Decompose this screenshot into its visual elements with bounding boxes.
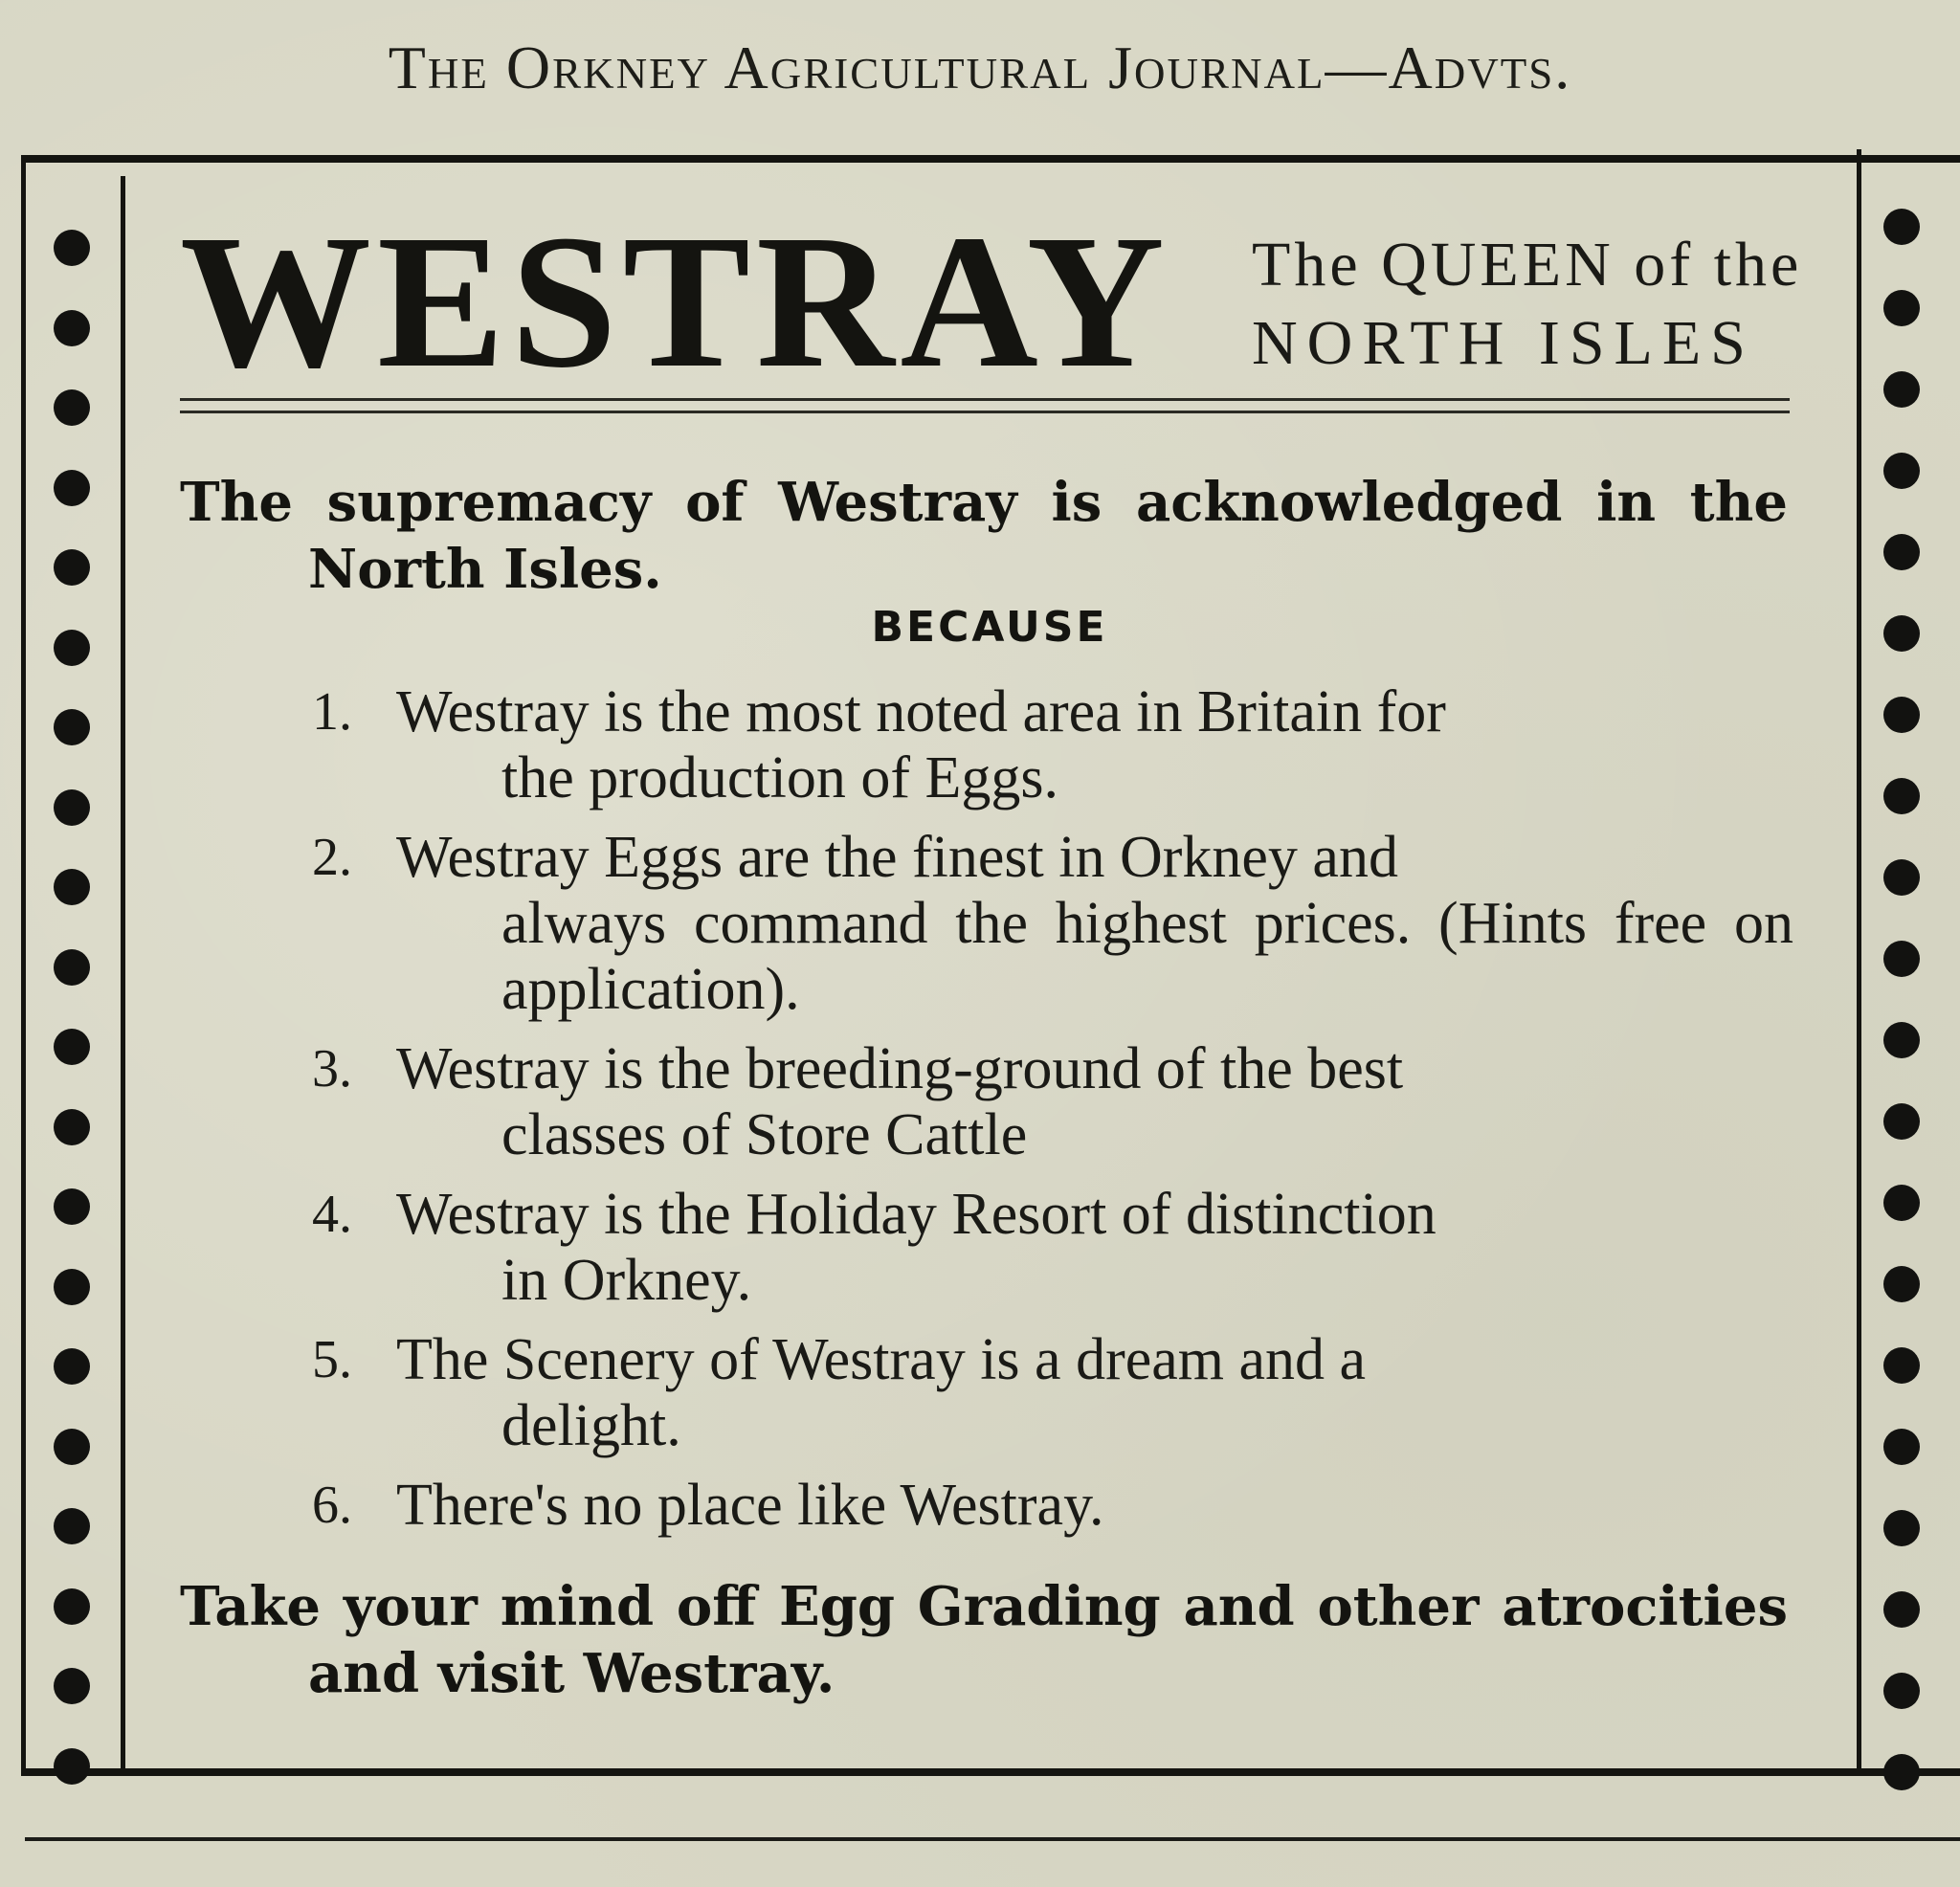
border-dot	[54, 709, 90, 745]
border-dot	[1883, 1591, 1920, 1628]
reason-first-line: Westray Eggs are the finest in Orkney and	[396, 825, 1398, 890]
border-dot	[54, 949, 90, 986]
border-dot	[54, 389, 90, 426]
reason-continuation: classes of Store Cattle	[501, 1102, 1028, 1167]
frame-right-inner-line	[1857, 149, 1861, 1768]
border-dot	[1883, 1510, 1920, 1546]
masthead-double-rule	[180, 398, 1790, 413]
border-dot	[54, 789, 90, 826]
reason-continuation: always command the highest prices. (Hints free on application).	[501, 891, 1793, 1022]
border-dot	[1883, 1429, 1920, 1465]
border-dot	[54, 1588, 90, 1625]
border-dot	[1883, 1754, 1920, 1790]
border-dot	[54, 630, 90, 666]
reason-number: 6.	[312, 1476, 352, 1535]
border-dot	[54, 1429, 90, 1465]
border-top-rule	[25, 155, 1960, 163]
reason-number: 2.	[312, 828, 352, 887]
advert-title: WESTRAY	[180, 196, 1170, 408]
frame-left-outer-line	[21, 155, 26, 1776]
reason-first-line: Westray is the breeding-ground of the best	[396, 1036, 1404, 1101]
reason-text	[396, 1473, 1793, 1539]
border-dot	[1883, 941, 1920, 977]
reason-continuation: in Orkney.	[501, 1248, 752, 1313]
lead-statement	[180, 469, 1788, 603]
border-dot	[54, 1348, 90, 1385]
border-dot	[1883, 778, 1920, 814]
reason-text	[396, 1182, 1793, 1314]
border-dot	[1883, 534, 1920, 570]
because-heading: BECAUSE	[871, 603, 1108, 652]
lead-line-2: North Isles.	[308, 538, 662, 601]
reason-number: 5.	[312, 1330, 352, 1389]
footer-rule	[25, 1837, 1960, 1841]
border-dot	[54, 1188, 90, 1225]
border-dot	[54, 1029, 90, 1065]
border-dot	[1883, 615, 1920, 652]
border-dot	[54, 470, 90, 506]
advert-box	[124, 163, 1855, 1768]
reason-number: 1.	[312, 682, 352, 742]
border-dot	[54, 1109, 90, 1145]
tagline-line-2: NORTH ISLES	[1252, 308, 1755, 378]
border-dot	[54, 1748, 90, 1785]
reason-first-line: Westray is the most noted area in Britain for	[396, 679, 1446, 744]
reason-text	[396, 825, 1793, 1023]
reason-item	[312, 1327, 1793, 1459]
border-dot	[54, 230, 90, 266]
border-dot	[1883, 697, 1920, 733]
border-dot	[1883, 1673, 1920, 1709]
reason-item	[312, 679, 1793, 811]
reason-item	[312, 1036, 1793, 1168]
reason-number: 3.	[312, 1039, 352, 1099]
advert-tagline	[1252, 226, 1802, 383]
reason-item	[312, 1473, 1793, 1539]
reason-first-line: Westray is the Holiday Resort of distinction	[396, 1182, 1437, 1247]
border-dot	[54, 1508, 90, 1544]
reason-text	[396, 1327, 1793, 1459]
reason-continuation: delight.	[501, 1393, 681, 1458]
running-head: The Orkney Agricultural Journal—Advts.	[388, 33, 1572, 101]
reason-number: 4.	[312, 1185, 352, 1244]
border-dot	[1883, 1103, 1920, 1140]
reason-text	[396, 679, 1793, 811]
closing-statement	[180, 1573, 1788, 1707]
border-dot	[54, 310, 90, 346]
masthead	[180, 196, 1903, 408]
border-dot	[1883, 859, 1920, 896]
lead-line-1: The supremacy of Westray is acknowledged in the	[180, 471, 1788, 534]
reason-item	[312, 825, 1793, 1023]
border-dot	[54, 549, 90, 586]
border-dot	[1883, 1185, 1920, 1221]
reason-first-line: The Scenery of Westray is a dream and a	[396, 1327, 1367, 1392]
reason-text	[396, 1036, 1793, 1168]
reason-continuation: the production of Eggs.	[501, 745, 1059, 810]
border-dot	[1883, 1022, 1920, 1058]
reasons-list	[312, 679, 1793, 1552]
closing-line-1: Take your mind off Egg Grading and other atrocities	[180, 1575, 1788, 1638]
border-bottom-rule	[25, 1768, 1960, 1776]
border-dot	[1883, 453, 1920, 489]
reason-item	[312, 1182, 1793, 1314]
left-dot-border	[54, 0, 111, 1887]
closing-line-2: and visit Westray.	[308, 1642, 835, 1705]
reason-first-line: There's no place like Westray.	[396, 1473, 1104, 1538]
border-dot	[54, 1269, 90, 1305]
tagline-line-1: The QUEEN of the	[1252, 230, 1803, 300]
border-dot	[54, 1668, 90, 1704]
border-dot	[54, 869, 90, 905]
border-dot	[1883, 1266, 1920, 1302]
border-dot	[1883, 1347, 1920, 1384]
